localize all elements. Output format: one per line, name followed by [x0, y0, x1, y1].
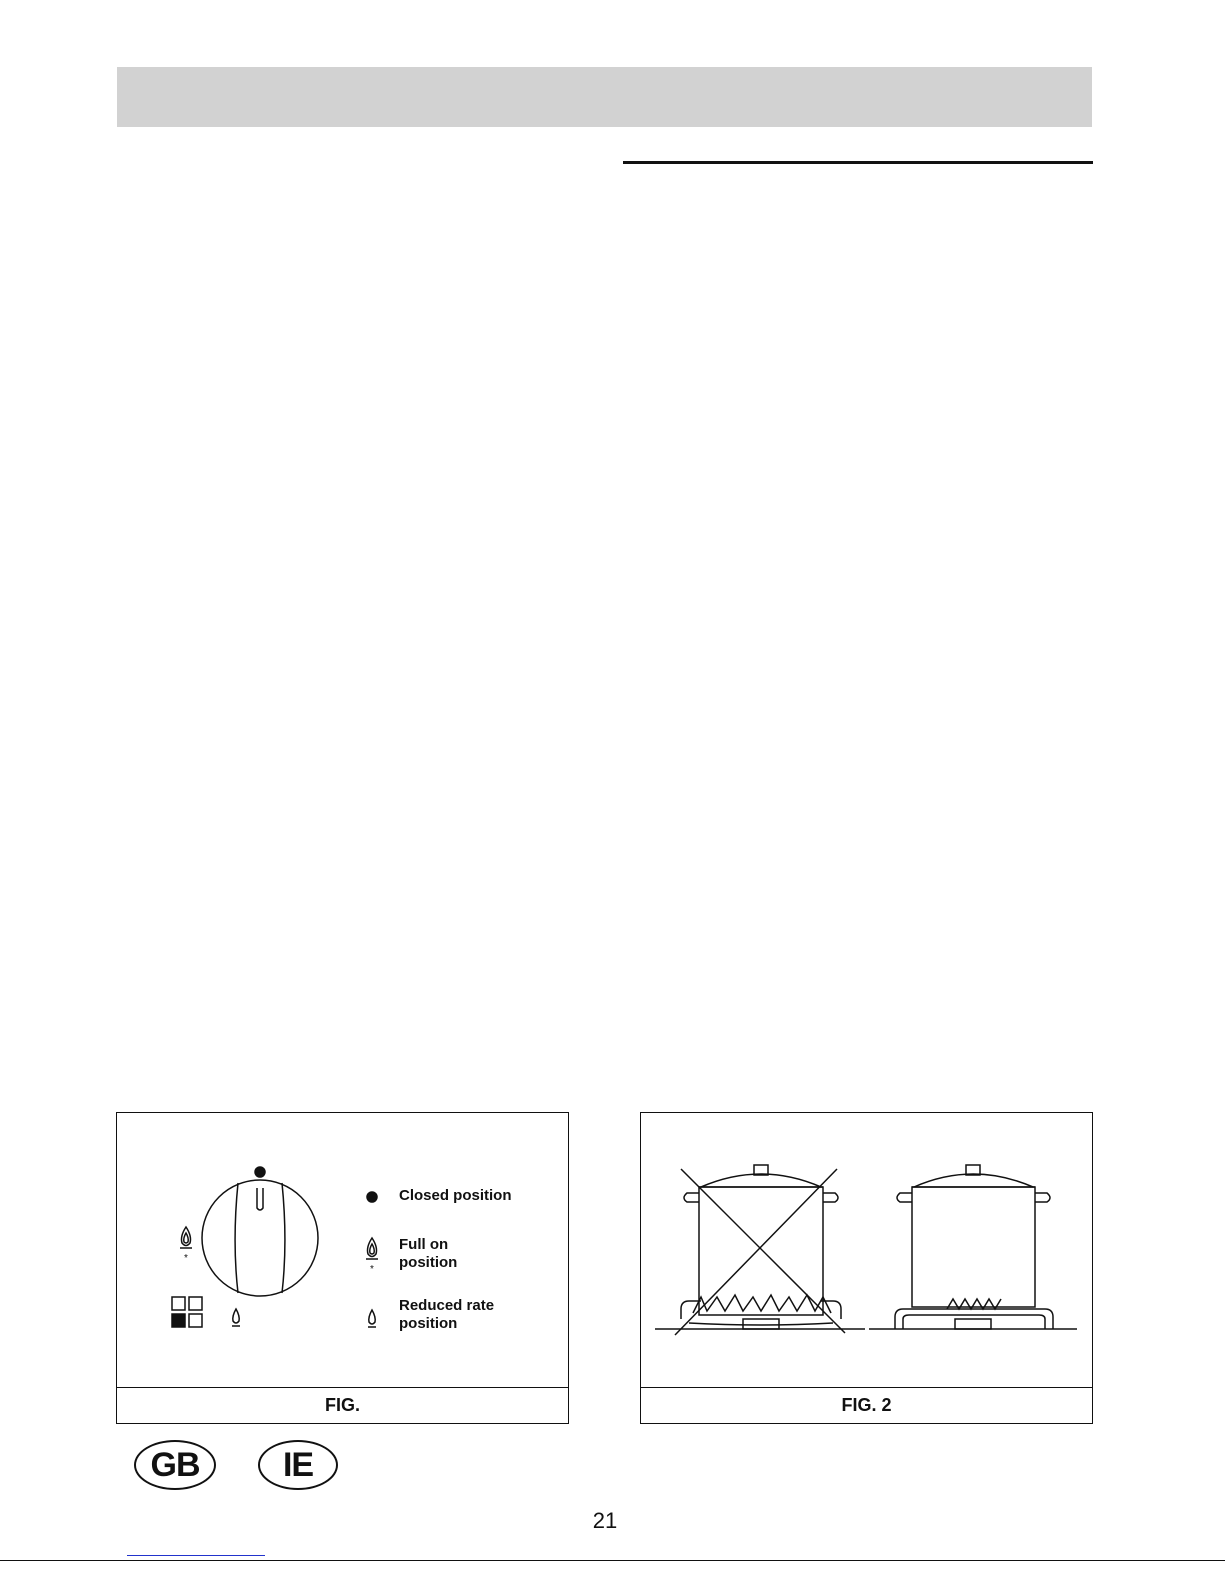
knob-pointer [257, 1188, 263, 1210]
pot-diagram [641, 1113, 1092, 1387]
country-badge-gb: GB [134, 1440, 216, 1490]
country-badge-ie: IE [258, 1440, 338, 1490]
burner-position-grid-icon [172, 1297, 202, 1327]
page-bottom-rule [0, 1560, 1225, 1561]
legend-reduced-label-2: position [399, 1315, 458, 1332]
figure-1-caption: FIG. [117, 1387, 568, 1423]
knob-reduced-flame-icon [232, 1309, 240, 1326]
header-band [117, 67, 1092, 127]
figure-pot-on-burner [640, 1112, 1093, 1424]
legend-full-flame-icon [366, 1238, 378, 1275]
knob-diagram [117, 1113, 568, 1387]
legend-item-reduced [399, 1297, 494, 1333]
legend-item-full-on [399, 1236, 457, 1272]
correct-pot-icon [869, 1165, 1077, 1329]
svg-text:*: * [184, 1253, 188, 1264]
knob-closed-dot-icon [255, 1167, 265, 1177]
svg-text:*: * [370, 1264, 374, 1275]
knob-full-flame-icon [180, 1227, 192, 1264]
legend-closed-dot-icon [367, 1192, 377, 1202]
incorrect-pot-icon [655, 1165, 865, 1335]
legend-item-closed [399, 1187, 512, 1205]
footer-link-underline[interactable] [127, 1555, 265, 1556]
knob-grip-left [235, 1183, 238, 1293]
legend-reduced-label: Reduced rate [399, 1297, 495, 1314]
knob-grip-right [282, 1183, 285, 1293]
section-rule [623, 161, 1093, 164]
legend-reduced-flame-icon [368, 1310, 376, 1327]
legend-full-on-label-2: position [399, 1254, 458, 1271]
figure-knob-positions [116, 1112, 569, 1424]
legend-full-on-label: Full on [399, 1236, 449, 1253]
page-number: 21 [592, 1508, 618, 1533]
figure-2-caption: FIG. 2 [641, 1387, 1092, 1423]
legend-closed-label: Closed position [399, 1187, 512, 1204]
knob-icon [202, 1180, 318, 1296]
